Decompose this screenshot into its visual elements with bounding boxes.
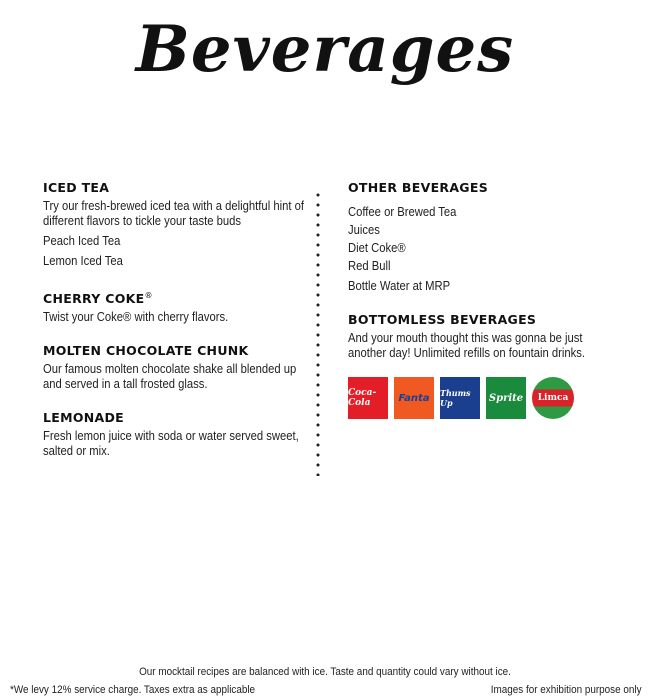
fanta-logo: Fanta — [394, 377, 434, 419]
menu-item: Juices — [348, 223, 380, 237]
left-column — [43, 180, 305, 477]
section-heading: OTHER BEVERAGES — [348, 180, 489, 195]
section-other-beverages — [348, 180, 608, 294]
sprite-logo: Sprite — [486, 377, 526, 419]
right-column — [348, 180, 608, 437]
section-description: Our famous molten chocolate shake all blended up and served in a tall frosted glass. — [43, 362, 297, 392]
footer-note: Our mocktail recipes are balanced with ice. Taste and quantity could vary without ice. — [139, 666, 511, 678]
coca-cola-logo: Coca-Cola — [348, 377, 388, 419]
thums-up-logo: Thums Up — [440, 377, 480, 419]
section-heading: BOTTOMLESS BEVERAGES — [348, 312, 537, 327]
menu-item: Bottle Water at MRP — [348, 279, 451, 293]
menu-item: Diet Coke® — [348, 241, 406, 255]
section-molten-chocolate-chunk — [43, 343, 305, 392]
page-title: Beverages — [135, 12, 515, 87]
section-heading: MOLTEN CHOCOLATE CHUNK — [43, 343, 249, 359]
limca-logo: Limca — [532, 377, 574, 419]
brand-logos — [348, 377, 608, 419]
section-cherry-coke — [43, 291, 305, 325]
dotted-divider — [316, 190, 320, 476]
section-heading — [43, 291, 305, 306]
section-description: And your mouth thought this was gonna be just another day! Unlimited refills on fountain drinks. — [348, 331, 586, 360]
heading-text: CHERRY COKE — [43, 291, 145, 307]
menu-item: Peach Iced Tea — [43, 234, 121, 248]
menu-item: Lemon Iced Tea — [43, 254, 123, 268]
menu-item: Coffee or Brewed Tea — [348, 205, 457, 219]
section-description: Try our fresh-brewed iced tea with a delightful hint of different flavors to tickle your taste buds — [43, 199, 304, 228]
menu-item: Red Bull — [348, 259, 391, 273]
section-iced-tea — [43, 180, 305, 269]
section-bottomless-beverages — [348, 312, 608, 419]
section-heading: ICED TEA — [43, 180, 110, 195]
image-disclaimer: Images for exhibition purpose only — [491, 684, 642, 696]
section-heading: LEMONADE — [43, 410, 125, 426]
service-charge-note: *We levy 12% service charge. Taxes extra as applicable — [10, 684, 256, 696]
section-description: Fresh lemon juice with soda or water served sweet, salted or mix. — [43, 429, 299, 459]
section-description: Twist your Coke® with cherry flavors. — [43, 310, 229, 325]
section-lemonade — [43, 410, 305, 459]
registered-mark: ® — [144, 291, 153, 300]
